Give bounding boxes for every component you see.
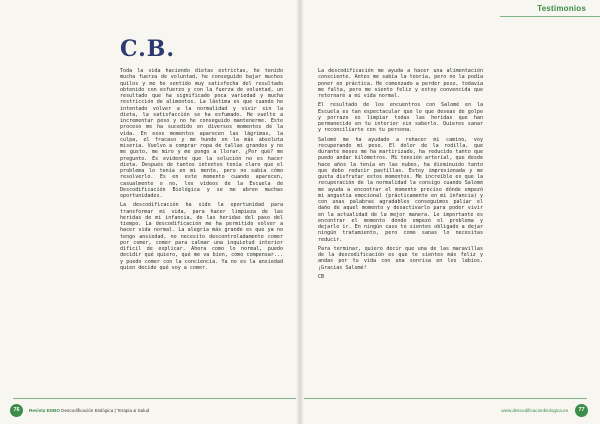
paragraph: Toda la vida haciendo dietas estrictas, he tenido mucha fuerza de voluntad, he conseguido bajar muchos quilos y me he sentido muy satisfecha del resultado obtenido con esfuerzo y con la fuerza de voluntad, un resultado que ha significado poca variedad y mucha restricción de alimentos. La lástima es que cuando he intentado volver a la normalidad y vivir sin la dieta, la satisfacción se ha esfumado. He vuelto a incrementar peso y no he conseguido mantenerme. Este proceso me ha sucedido en diversos momentos de la vida. En esos momentos aparecen las lágrimas, la culpa, el fracaso y me hundo en la más absoluta miseria. Vuelvo a comprar ropa de tallas grandes y no me gusto, me miro y me pongo a llorar. ¿Por qué? me pregunto. Es evidente que la solución no es hacer dieta. Después de tantos intentos tenía claro que el problema lo tenía en mi mente, pero no sabía cómo resolverlo. Es en este momento cuando aparecen, casualmente o no, los vídeos de la Escuela de Descodificación Biológica y se me abren muchas oportunidades. <box>120 68 283 199</box>
page-number-right: 77 <box>575 404 588 417</box>
right-column <box>318 68 483 283</box>
left-footer <box>0 398 299 424</box>
left-page <box>0 0 299 424</box>
right-page <box>301 0 600 424</box>
footer-publication <box>29 408 149 413</box>
paragraph: La descodificación ha sido la oportunidad para transformar mi vida, para hacer limpieza de las heridas de mi infancia, de las heridas del paso del tiempo. La descodificación me ha permitido volver a hacer vida normal. La alegría más grande es que ya no tengo ansiedad, no necesito descontroladamente comer por comer, comer para calmar una inquietud interior difícil de explicar. Ahora como lo normal, puedo decidir qué quiero, qué me va bien, cómo compensar... y puedo comer con la conciencia. Ya no es la ansiedad quien decide qué voy a comer. <box>120 202 283 271</box>
publication-brand: Revista EDBO <box>29 408 60 413</box>
paragraph: El resultado de los encuentros con Salomé en la Escuela es tan espectacular que lo que deseas de golpe y porrazo es limpiar todas las heridas que han permanecido en tu interior sin saberlo. Quieres sanar y reconciliarte con tu persona. <box>318 102 483 134</box>
section-label: Testimonios <box>537 4 586 13</box>
paragraph: Para terminar, quiero decir que una de las maravillas de la descodificación es que te sientes más feliz y andas por tu vida con una sonrisa en los labios. ¡Gracias Salomé! <box>318 245 483 271</box>
publication-subtitle: Descodificación Biológica | Terapia & Salud <box>59 408 150 413</box>
paragraph: Salomé me ha ayudado a rehacer mi camino, voy recuperando mi peso. El dolor de la rodilla, que durante meses me ha martirizado, ha reducido tanto que puedo andar kilómetros. Mi tensión arterial, que desde hace años la tenía en las nubes, ha disminuido tanto que debo reducir pastillas. Estoy impresionada y me gusta disfrutar estos momentos. Me increíble es que la recuperación de la normalidad la consigo cuando Salomé me ayuda a encontrar el momento preciso dónde empezó mi angustia emocional (prácticamente en mi infancia) y con unas palabras agradables conseguimos paliar el daño de aquel momento y desactivarlo para poder vivir en la actualidad de la mejor manera. Lo importante es encontrar el momento dónde empezó el problema y dejarlo ir. En ningún caso te sientes obligado a dejar ningún tratamiento, pero como sanas lo necesitas reducir. <box>318 136 483 243</box>
paragraph: La descodificación me ayuda a hacer una alimentación consciente. Antes me sabía la teoría, pero no la podía poner en práctica. He comenzado a perder peso, todavía me falta, pero me siento feliz y estoy convencida que retornaré a mi vida normal. <box>318 68 483 99</box>
section-divider <box>500 16 600 17</box>
right-footer <box>301 398 600 424</box>
footer-divider <box>13 398 299 399</box>
page-number-left: 76 <box>10 404 23 417</box>
article-title: C.B. <box>120 36 176 62</box>
left-column <box>120 68 283 274</box>
footer-divider <box>301 398 587 399</box>
page-gutter <box>296 0 304 424</box>
website-url[interactable]: www.descodificacionbiologica.es <box>501 408 568 413</box>
signature: CB <box>318 273 325 280</box>
